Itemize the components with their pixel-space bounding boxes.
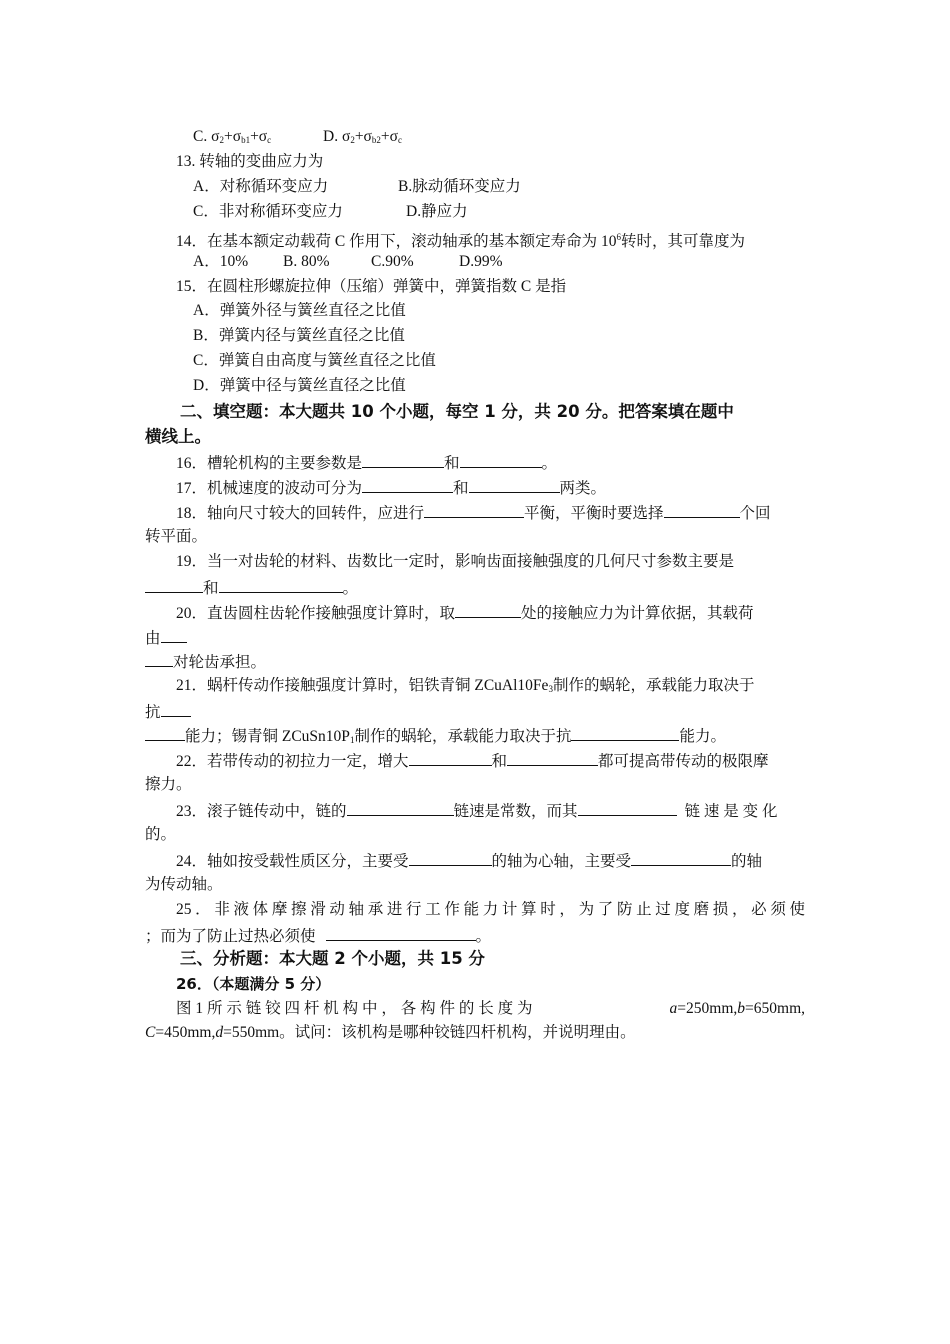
q15-option-b: B．弹簧内径与簧丝直径之比值 — [193, 327, 405, 344]
q26-label: 26．（本题满分 5 分） — [176, 975, 331, 993]
q18-cont: 转平面。 — [145, 528, 208, 545]
q22: 22．若带传动的初拉力一定，增大 和 都可提高带传动的极限摩 — [176, 749, 769, 773]
q15-stem: 15．在圆柱形螺旋拉伸（压缩）弹簧中，弹簧指数 C 是指 — [176, 278, 567, 295]
q19-blank-1[interactable] — [145, 576, 203, 593]
q22-blank-1[interactable] — [409, 749, 492, 766]
q25-cont: ；而为了防止过热必须使 。 — [145, 924, 491, 948]
q16: 16．槽轮机构的主要参数是 和 。 — [176, 451, 557, 475]
q18-blank-2[interactable] — [664, 501, 740, 518]
q24-blank-1[interactable] — [409, 849, 492, 866]
q23-blank-2[interactable] — [578, 799, 677, 816]
q23-cont: 的。 — [145, 826, 177, 843]
q26-line1: 图 1 所 示 链 铰 四 杆 机 构 中 ， 各 构 件 的 长 度 为 a=250mm,b=650mm, — [176, 1000, 805, 1017]
q25-blank[interactable] — [326, 924, 476, 941]
q16-blank-1[interactable] — [362, 451, 444, 468]
q21: 21．蜗杆传动作接触强度计算时，铝铁青铜 $ZCuAl10Fe_3$制作的蜗轮，承载能力取决于 — [176, 677, 755, 694]
q22-cont: 擦力。 — [145, 776, 192, 793]
q18-blank-1[interactable] — [424, 501, 524, 518]
q25: 25．非液体摩擦滑动轴承进行工作能力计算时，为了防止过度磨损，必须使 — [176, 901, 805, 918]
section3-heading: 三、分析题：本大题 2 个小题，共 15 分 — [180, 949, 485, 968]
q19: 19．当一对齿轮的材料、齿数比一定时，影响齿面接触强度的几何尺寸参数主要是 — [176, 553, 735, 570]
q12-option-c: C. $\sigma_2+\sigma_{b1}+\sigma_c$ — [193, 128, 272, 145]
q20-cont2: 对轮齿承担。 — [145, 650, 266, 674]
q20-blank-2b[interactable] — [145, 650, 173, 667]
q21-cont: 抗 — [145, 700, 191, 724]
q14-option-c: C.90% — [371, 253, 414, 270]
q21-cont2: 能力；锡青铜 $ZCuSn10P_1$制作的蜗轮，承载能力取决于抗 能力。 — [145, 724, 726, 751]
q15-option-d: D．弹簧中径与簧丝直径之比值 — [193, 377, 406, 394]
q14-option-d: D.99% — [459, 253, 503, 270]
q15-option-a: A．弹簧外径与簧丝直径之比值 — [193, 302, 406, 319]
q23: 23．滚子链传动中，链的 链速是常数，而其 链 速 是 变 化 — [176, 799, 778, 823]
q24-cont: 为传动轴。 — [145, 876, 223, 893]
q15-option-c: C．弹簧自由高度与簧丝直径之比值 — [193, 352, 436, 369]
q21-blank-1b[interactable] — [145, 724, 185, 741]
q14-stem: 14．在基本额定动载荷 C 作用下，滚动轴承的基本额定寿命为 $10^6$转时，其可靠度为 — [176, 232, 745, 250]
q26-line2: C=450mm,d=550mm。试问：该机构是哪种铰链四杆机构，并说明理由。 — [145, 1024, 636, 1041]
q17: 17．机械速度的波动可分为 和 两类。 — [176, 476, 606, 500]
q18: 18．轴向尺寸较大的回转件，应进行 平衡，平衡时要选择 个回 — [176, 501, 771, 525]
q19-cont: 和 。 — [145, 576, 358, 600]
q13-option-b: B.脉动循环变应力 — [398, 178, 521, 195]
q20-blank-2a[interactable] — [161, 626, 187, 643]
q13-option-a: A．对称循环变应力 — [193, 178, 329, 195]
q16-blank-2[interactable] — [460, 451, 542, 468]
q13-stem: 13. 转轴的变曲应力为 — [176, 153, 324, 170]
q17-blank-1[interactable] — [362, 476, 453, 493]
q21-blank-2[interactable] — [571, 724, 679, 741]
q20: 20．直齿圆柱齿轮作接触强度计算时，取 处的接触应力为计算依据，其载荷 — [176, 601, 754, 625]
q20-cont: 由 — [145, 626, 187, 650]
q13-option-d: D.静应力 — [406, 203, 468, 220]
q24: 24．轴如按受载性质区分，主要受 的轴为心轴，主要受 的轴 — [176, 849, 762, 873]
q12-option-d: D. $\sigma_2+\sigma_{b2}+\sigma_c$ — [323, 128, 403, 145]
q14-option-a: A．10% — [193, 253, 249, 270]
q24-blank-2[interactable] — [631, 849, 731, 866]
q20-blank-1[interactable] — [455, 601, 521, 618]
q17-blank-2[interactable] — [469, 476, 560, 493]
q23-blank-1[interactable] — [347, 799, 454, 816]
section2-heading-cont: 横线上。 — [145, 427, 211, 446]
q13-option-c: C．非对称循环变应力 — [193, 203, 343, 220]
section2-heading: 二、填空题：本大题共 10 个小题，每空 1 分，共 20 分。把答案填在题中 — [180, 402, 734, 421]
q21-blank-1a[interactable] — [161, 700, 191, 717]
q22-blank-2[interactable] — [507, 749, 598, 766]
q19-blank-2[interactable] — [219, 576, 343, 593]
q14-option-b: B. 80% — [283, 253, 330, 270]
